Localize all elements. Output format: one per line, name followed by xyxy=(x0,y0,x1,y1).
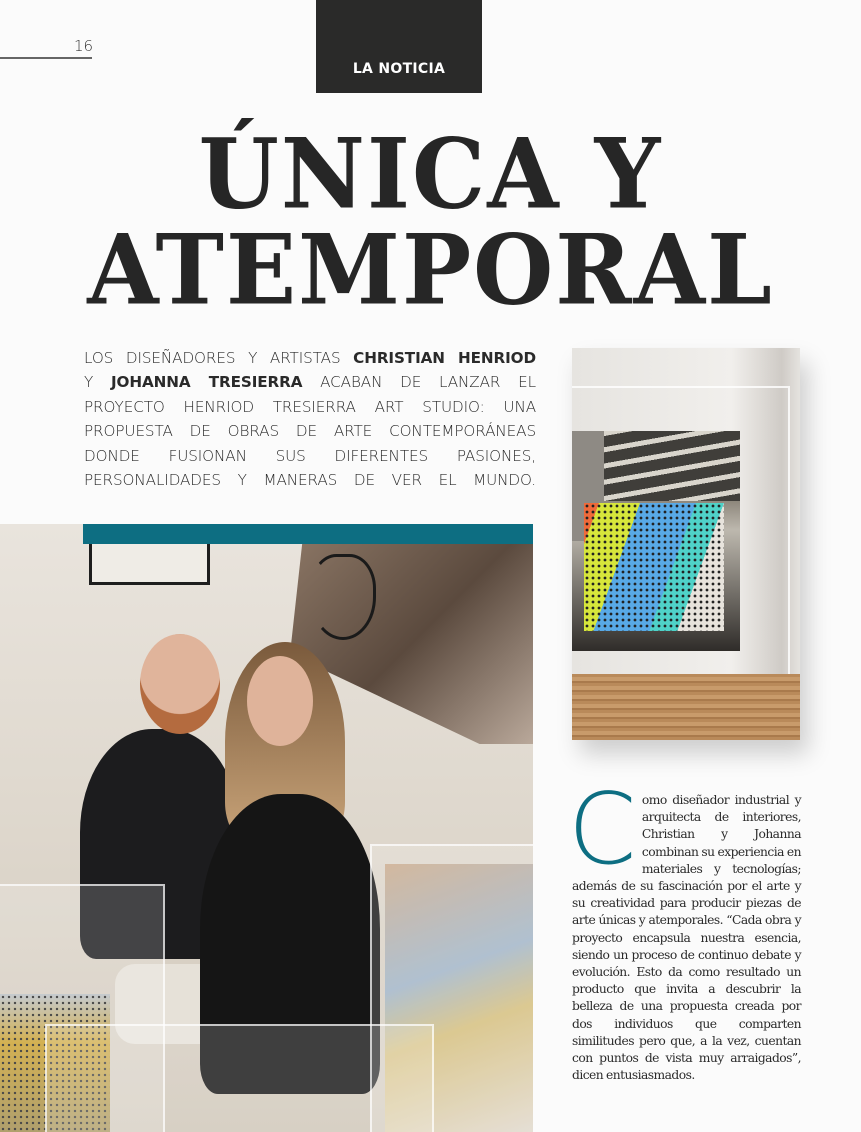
dek-line: Y JOHANNA TRESIERRA ACABAN DE LANZAR EL xyxy=(84,373,536,392)
side-photo xyxy=(572,348,800,740)
dek-line: DONDE FUSIONAN SUS DIFERENTES PASIONES, xyxy=(84,446,536,465)
wood-shelf xyxy=(572,674,800,740)
acrylic-edge xyxy=(572,386,790,700)
dek-line: PROYECTO HENRIOD TRESIERRA ART STUDIO: UNA xyxy=(84,397,536,416)
main-photo xyxy=(0,524,533,1132)
body-paragraph: omo diseñador industrial y arquitecta de interiores, Christian y Johanna combinan su experiencia en materiales y tecnologías; además de su fascinación por el arte y su creatividad para producir piezas de arte únicas y atemporales. “Cada obra y proyecto encapsula nuestra esencia, siendo un proceso de continuo debate y evolución. Esto da como resultado un producto que invita a descubrir la belleza de una propuesta creada por dos individuos que comparten similitudes pero que, a la vez, cuentan con puntos de vista muy arraigados”, dicen entusiasmados. xyxy=(572,793,801,1083)
dek xyxy=(84,346,536,492)
headline-line-2: ATEMPORAL xyxy=(87,213,774,327)
dek-line: PROPUESTA DE OBRAS DE ARTE CONTEMPORÁNEAS xyxy=(84,422,536,441)
man-head xyxy=(140,634,220,734)
woman-head xyxy=(247,656,313,746)
drop-cap: C xyxy=(568,773,636,887)
mirror-face-drawing xyxy=(310,554,376,640)
acrylic-frame xyxy=(45,1024,434,1132)
page-number-rule xyxy=(0,57,92,59)
dek-line: PERSONALIDADES Y MANERAS DE VER EL MUNDO. xyxy=(84,471,536,490)
accent-band xyxy=(83,524,533,544)
page-number: 16 xyxy=(74,37,94,55)
headline-line-1: ÚNICA Y xyxy=(198,117,663,231)
wall-art-frame xyxy=(89,544,210,585)
section-tab xyxy=(316,0,482,93)
dek-line: LOS DISEÑADORES Y ARTISTAS CHRISTIAN HENRIOD xyxy=(84,349,536,367)
body-text xyxy=(568,773,801,1084)
section-label: LA NOTICIA xyxy=(352,61,446,77)
